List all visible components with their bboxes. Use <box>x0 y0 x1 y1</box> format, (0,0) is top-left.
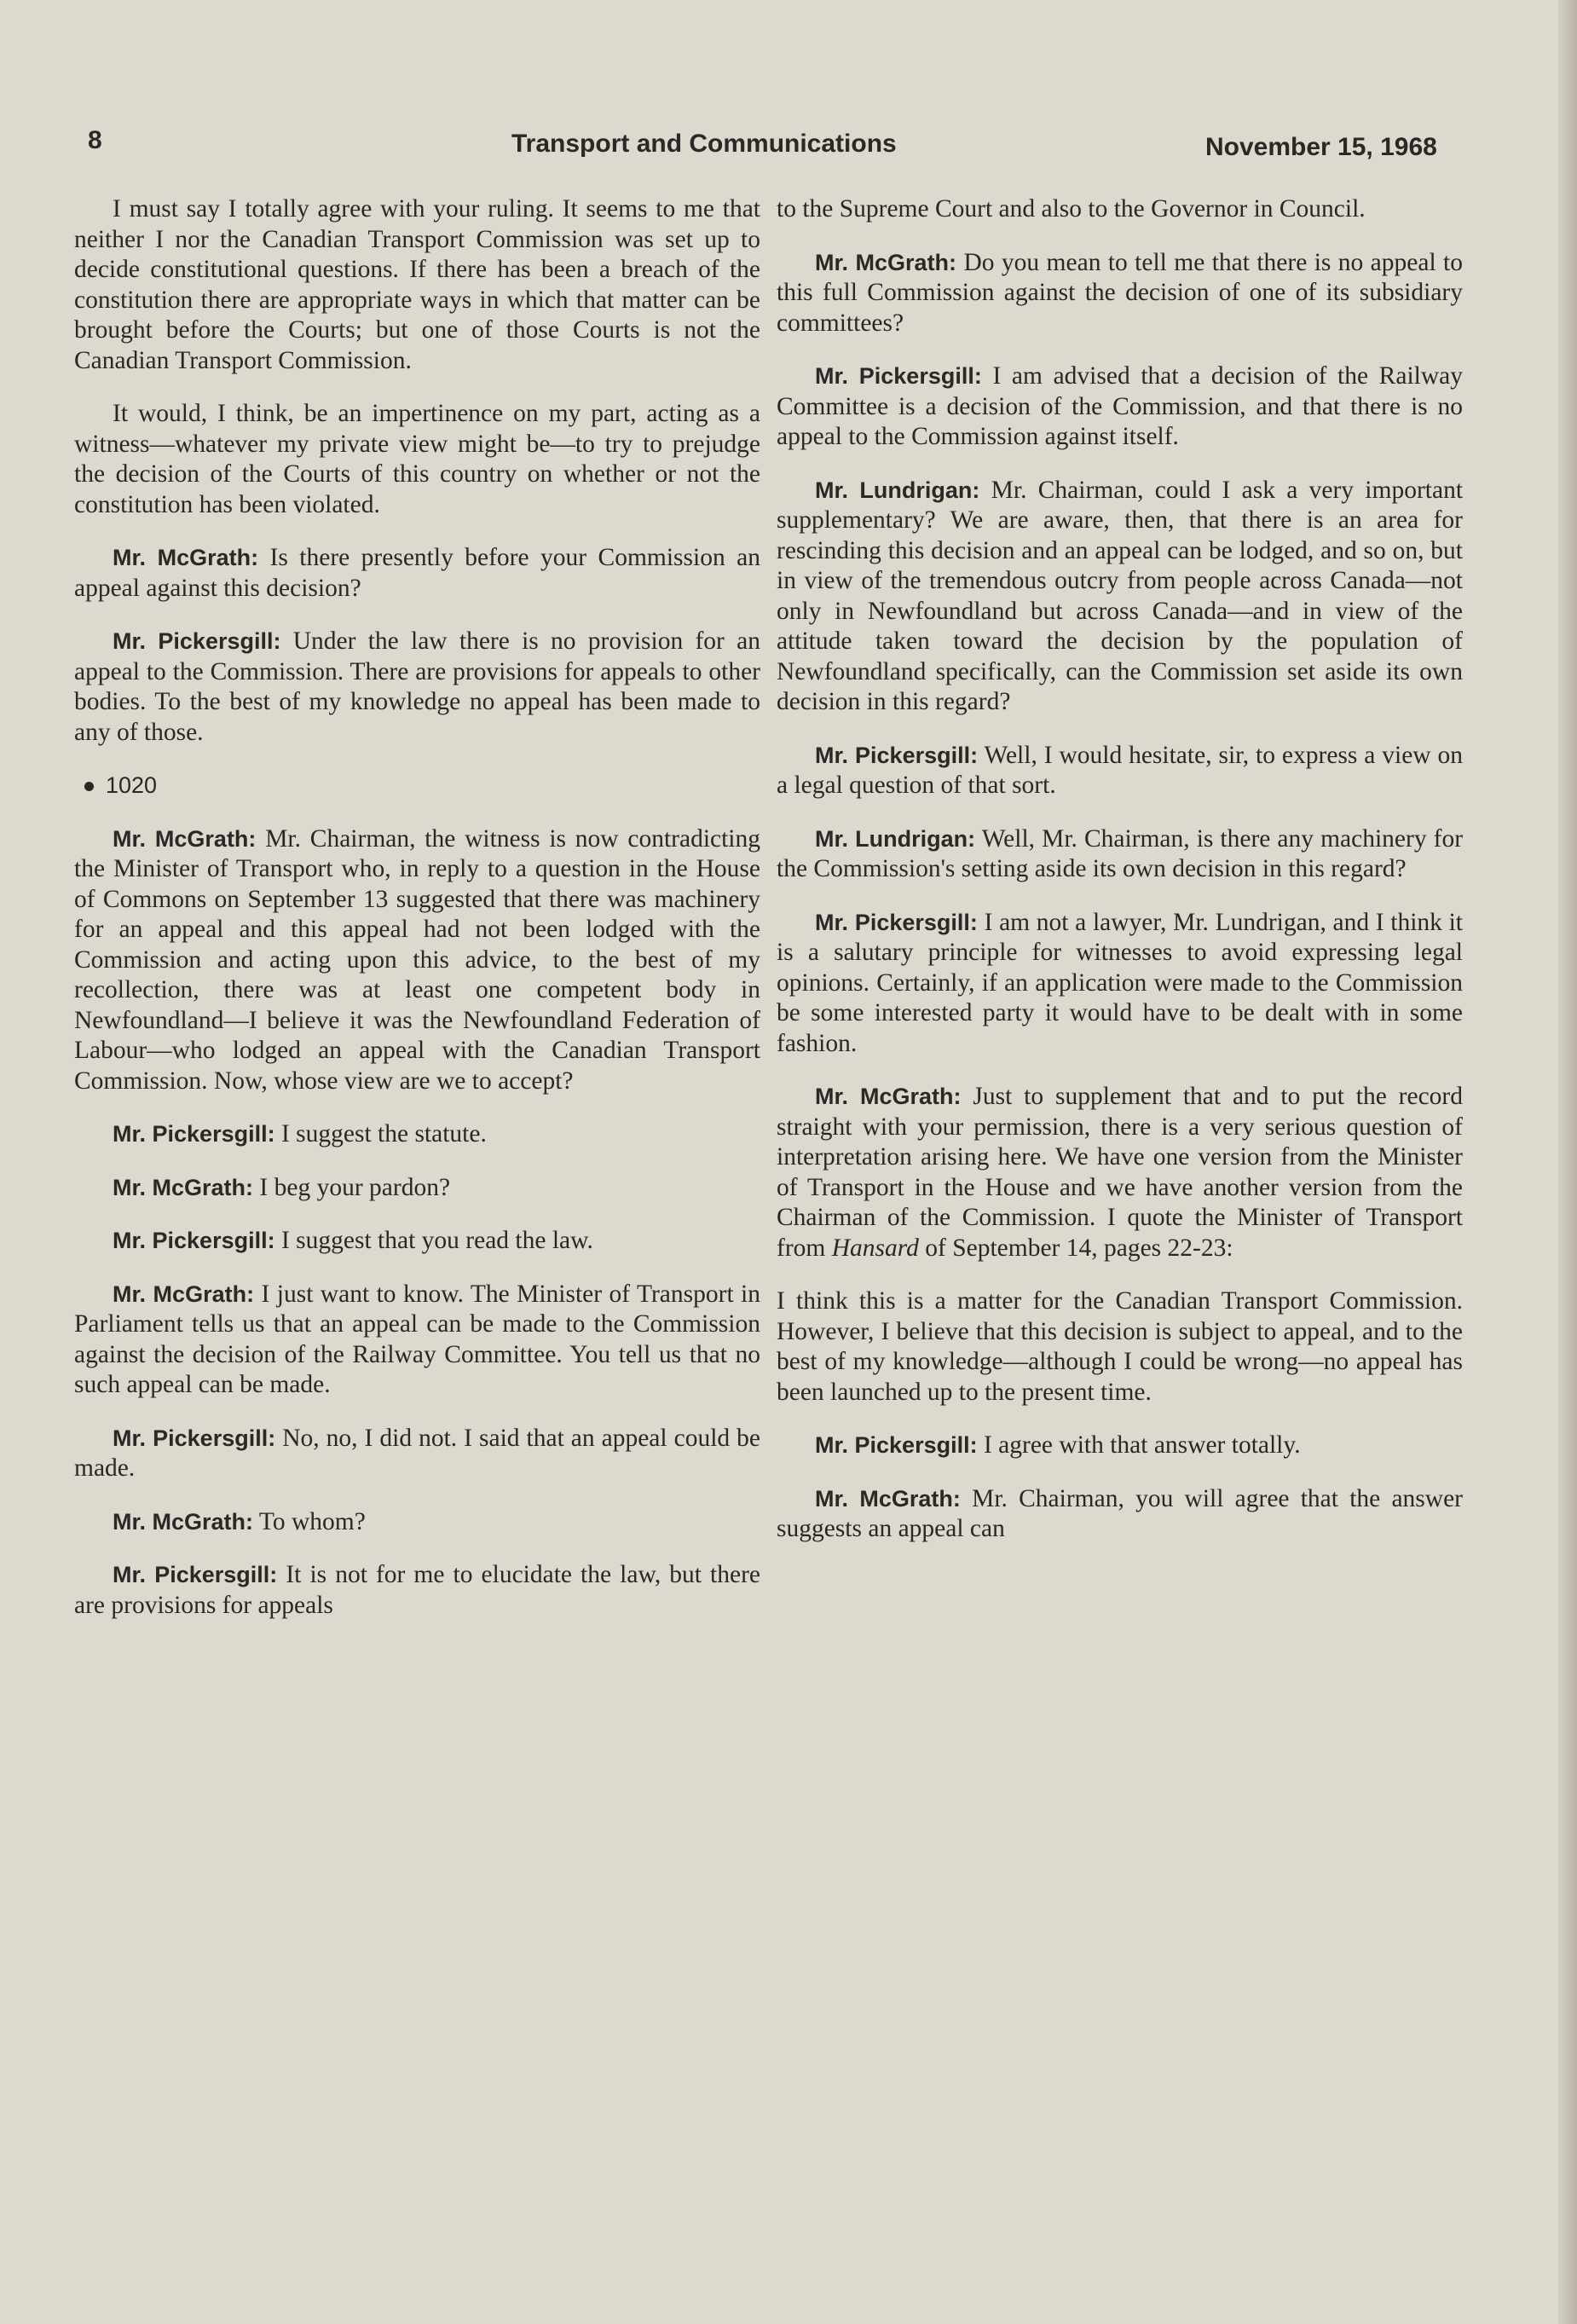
speaker-name: Mr. McGrath: <box>815 1084 962 1109</box>
speech-text: Under the law there is no provision for an appeal to the Commission. There are provisions for appeals to other bodies. To the best of my knowledge no appeal has been made to any of those. <box>74 627 760 746</box>
publication-date: November 15, 1968 <box>1205 133 1437 161</box>
speech <box>74 1280 760 1401</box>
block-quote: I think this is a matter for the Canadian Transport Commission. However, I believe that this decision is subject to appeal, and to the best of my knowledge—although I could be wrong—no appeal has been launched up to the present time. <box>777 1287 1463 1406</box>
speaker-name: Mr. Pickersgill: <box>113 1425 276 1451</box>
speech <box>777 361 1463 453</box>
speaker-name: Mr. Pickersgill: <box>113 1121 275 1147</box>
page-number: 8 <box>88 126 102 154</box>
speaker-name: Mr. Lundrigan: <box>815 825 976 852</box>
speaker-name: Mr. McGrath: <box>113 1174 254 1200</box>
hansard-citation: Hansard <box>831 1234 919 1262</box>
speaker-name: Mr. Pickersgill: <box>815 742 979 768</box>
speech-text: I am not a lawyer, Mr. Lundrigan, and I think it is a salutary principle for witnesses to avoid expressing legal opinions. Certainly, if an application were made to the Commission be some interested party it would have to be dealt with in some fashion. <box>777 908 1463 1057</box>
speech <box>777 248 1463 339</box>
bullet-icon <box>84 782 94 791</box>
speech-text: I beg your pardon? <box>259 1173 451 1201</box>
speech <box>74 1226 760 1257</box>
publication-title: Transport and Communications <box>511 130 897 158</box>
speech-text: Just to supplement that and to put the record straight with your permission, there is a very serious question of interpretation arising here. We have one version from the Minister of Transport in the House and we have another version from the Chairman of the Commission. I quote the Minister of Transport from <box>777 1083 1464 1262</box>
speech <box>777 1431 1463 1461</box>
speaker-name: Mr. Pickersgill: <box>113 628 281 654</box>
time-marker <box>74 771 760 801</box>
speech-text: I just want to know. The Minister of Transport in Parliament tells us that an appeal can be made to the Commission against the decision of the Railway Committee. You tell us that no such appeal can be made. <box>74 1280 761 1398</box>
speech-text: Well, I would hesitate, sir, to express a view on a legal question of that sort. <box>777 741 1464 799</box>
speech <box>74 1424 760 1484</box>
speech-text: I am advised that a decision of the Railway Committee is a decision of the Commission, and that there is no appeal to the Commission against itself. <box>777 362 1463 450</box>
speech-text: Mr. Chairman, could I ask a very important supplementary? We are aware, then, that there is an area for rescinding this decision and an appeal can be lodged, and so on, but in view of the tremendous outcry from people across Canada—not only in Newfoundland but across Canada—and in view of the attitude taken toward the decision by the population of Newfoundland specifically, can the Commission set aside its own decision in this regard? <box>777 476 1464 715</box>
speech-text: Do you mean to tell me that there is no appeal to this full Commission against the decision of one of its subsidiary committees? <box>777 248 1463 337</box>
speaker-name: Mr. McGrath: <box>815 1485 961 1512</box>
speaker-name: Mr. Pickersgill: <box>815 1432 978 1458</box>
speech-text: I agree with that answer totally. <box>983 1431 1301 1459</box>
speech-text: It is not for me to elucidate the law, but there are provisions for appeals <box>74 1561 761 1619</box>
speech <box>777 1484 1463 1545</box>
running-header <box>0 126 1577 169</box>
speech <box>777 476 1463 718</box>
speaker-name: Mr. McGrath: <box>815 249 957 275</box>
speech <box>74 1560 760 1621</box>
speech <box>74 1507 760 1538</box>
speaker-name: Mr. McGrath: <box>113 825 257 852</box>
speaker-name: Mr. Pickersgill: <box>113 1228 275 1253</box>
speech-text: Mr. Chairman, the witness is now contradicting the Minister of Transport who, in reply to a question in the House of Commons on September 13 suggested that there was machinery for an appeal and this appeal had not been lodged with the Commission and acting upon this advice, to the best of my recollection, there was at least one competent body in Newfoundland—I believe it was the Newfoundland Federation of Labour—who lodged an appeal with the Canadian Transport Commission. Now, whose view are we to accept? <box>74 824 760 1095</box>
speech <box>74 543 760 604</box>
paragraph: to the Supreme Court and also to the Governor in Council. <box>777 195 1366 223</box>
speech <box>74 1119 760 1150</box>
speaker-name: Mr. McGrath: <box>113 1508 254 1535</box>
speaker-name: Mr. Pickersgill: <box>815 363 982 389</box>
speech-text: To whom? <box>258 1507 366 1535</box>
speaker-name: Mr. Pickersgill: <box>815 909 978 935</box>
speech <box>74 824 760 1097</box>
left-column <box>74 194 760 1644</box>
speech-text: No, no, I did not. I said that an appeal could be made. <box>74 1424 760 1482</box>
speech-text: Well, Mr. Chairman, is there any machinery for the Commission's setting aside its own decision in this regard? <box>777 824 1464 882</box>
speaker-name: Mr. McGrath: <box>113 545 259 570</box>
speech-text: I suggest the statute. <box>280 1120 487 1148</box>
speaker-name: Mr. McGrath: <box>113 1281 255 1307</box>
speech <box>777 1082 1463 1263</box>
paragraph: I must say I totally agree with your ruling. It seems to me that neither I nor the Canadian Transport Commission was set up to decide constitutional questions. If there has been a breach of the constitution there are appropriate ways in which that matter can be brought before the Courts; but one of those Courts is not the Canadian Transport Commission. <box>74 195 760 374</box>
speech <box>777 824 1463 885</box>
speech <box>74 627 760 748</box>
page-edge <box>1558 0 1577 2324</box>
speech <box>777 741 1463 801</box>
right-column <box>777 194 1463 1568</box>
speech <box>74 1173 760 1204</box>
speaker-name: Mr. Lundrigan: <box>815 477 980 503</box>
paragraph: It would, I think, be an impertinence on my part, acting as a witness—whatever my private view might be—to try to prejudge the decision of the Courts of this country on whether or not the constitution has been violated. <box>74 400 760 518</box>
speaker-name: Mr. Pickersgill: <box>113 1562 278 1587</box>
speech-text: I suggest that you read the law. <box>280 1227 593 1254</box>
speech-text: Mr. Chairman, you will agree that the answer suggests an appeal can <box>777 1484 1463 1542</box>
speech-text: Is there presently before your Commission an appeal against this decision? <box>74 544 760 602</box>
time-marker-text: 1020 <box>106 772 158 798</box>
speech <box>777 908 1463 1060</box>
speech-text: of September 14, pages 22-23: <box>925 1234 1233 1262</box>
